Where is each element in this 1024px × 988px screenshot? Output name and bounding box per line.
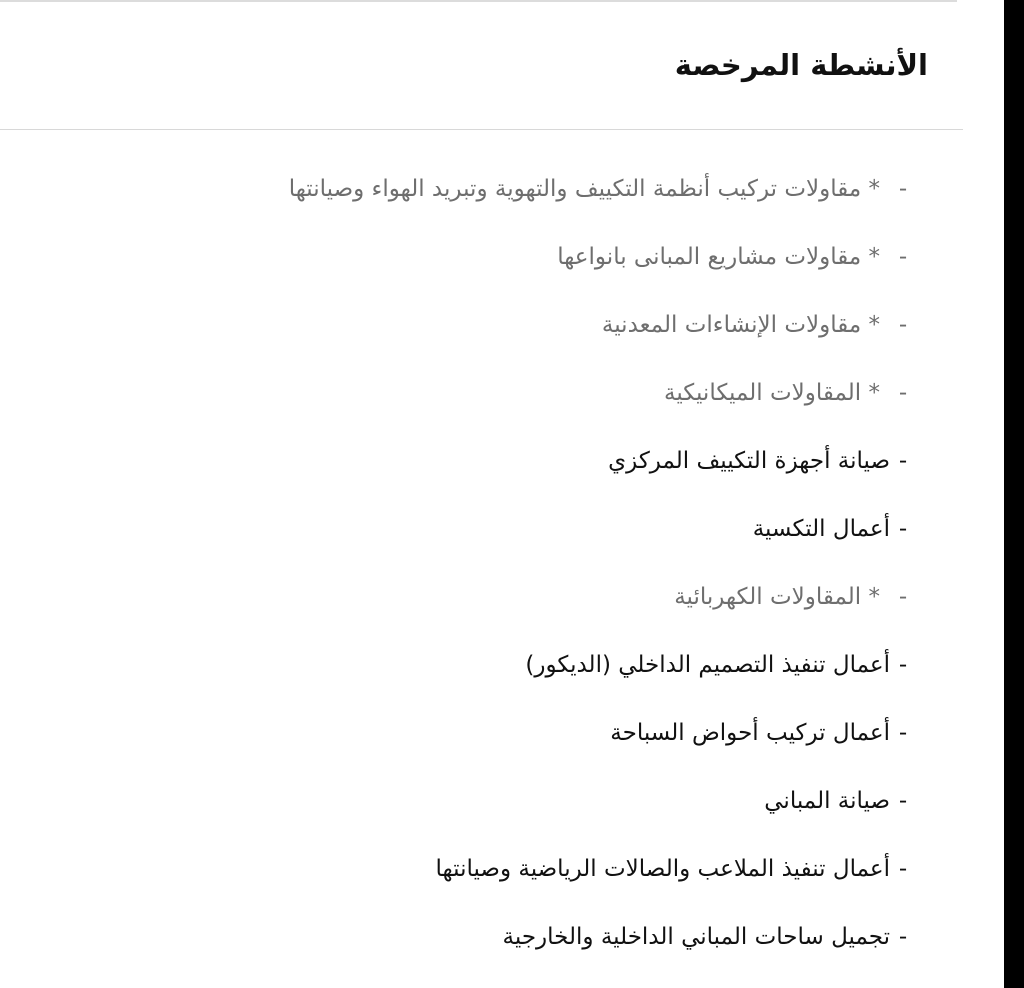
section-title: الأنشطة المرخصة [674, 48, 928, 82]
list-dash: - [898, 924, 908, 950]
activity-text: * مقاولات تركيب أنظمة التكييف والتهوية وتبريد الهواء وصيانتها [288, 176, 880, 202]
top-divider [0, 0, 957, 2]
activity-item [12, 699, 912, 767]
activity-text: أعمال تنفيذ التصميم الداخلي (الديكور) [525, 652, 890, 678]
activity-text: صيانة أجهزة التكييف المركزي [608, 448, 890, 474]
activity-item [12, 767, 912, 835]
list-dash: - [898, 584, 908, 610]
activity-text: تجميل ساحات المباني الداخلية والخارجية [502, 924, 890, 950]
activity-text: * المقاولات الكهربائية [674, 584, 880, 610]
title-divider [0, 129, 963, 130]
activity-item [12, 495, 912, 563]
activity-text: * مقاولات الإنشاءات المعدنية [601, 312, 880, 338]
activity-item [12, 903, 912, 971]
activity-text: * مقاولات مشاريع المبانى بانواعها [557, 244, 880, 270]
list-dash: - [898, 380, 908, 406]
list-dash: - [898, 516, 908, 542]
list-dash: - [898, 856, 908, 882]
activity-text: * المقاولات الميكانيكية [664, 380, 880, 406]
list-dash: - [898, 788, 908, 814]
list-dash: - [898, 652, 908, 678]
activity-item [12, 155, 912, 223]
activity-item [12, 223, 912, 291]
activity-text: صيانة المباني [764, 788, 890, 814]
list-dash: - [898, 312, 908, 338]
list-dash: - [898, 720, 908, 746]
activity-item [12, 835, 912, 903]
activity-item [12, 359, 912, 427]
activity-item [12, 631, 912, 699]
list-dash: - [898, 244, 908, 270]
activity-list [12, 155, 912, 971]
activity-text: أعمال تنفيذ الملاعب والصالات الرياضية وصيانتها [435, 856, 890, 882]
activity-text: أعمال تركيب أحواض السباحة [610, 720, 890, 746]
list-dash: - [898, 176, 908, 202]
activity-item [12, 291, 912, 359]
activity-text: أعمال التكسية [752, 516, 890, 542]
list-dash: - [898, 448, 908, 474]
window-edge-strip [1004, 0, 1024, 988]
activity-item [12, 427, 912, 495]
activity-item [12, 563, 912, 631]
